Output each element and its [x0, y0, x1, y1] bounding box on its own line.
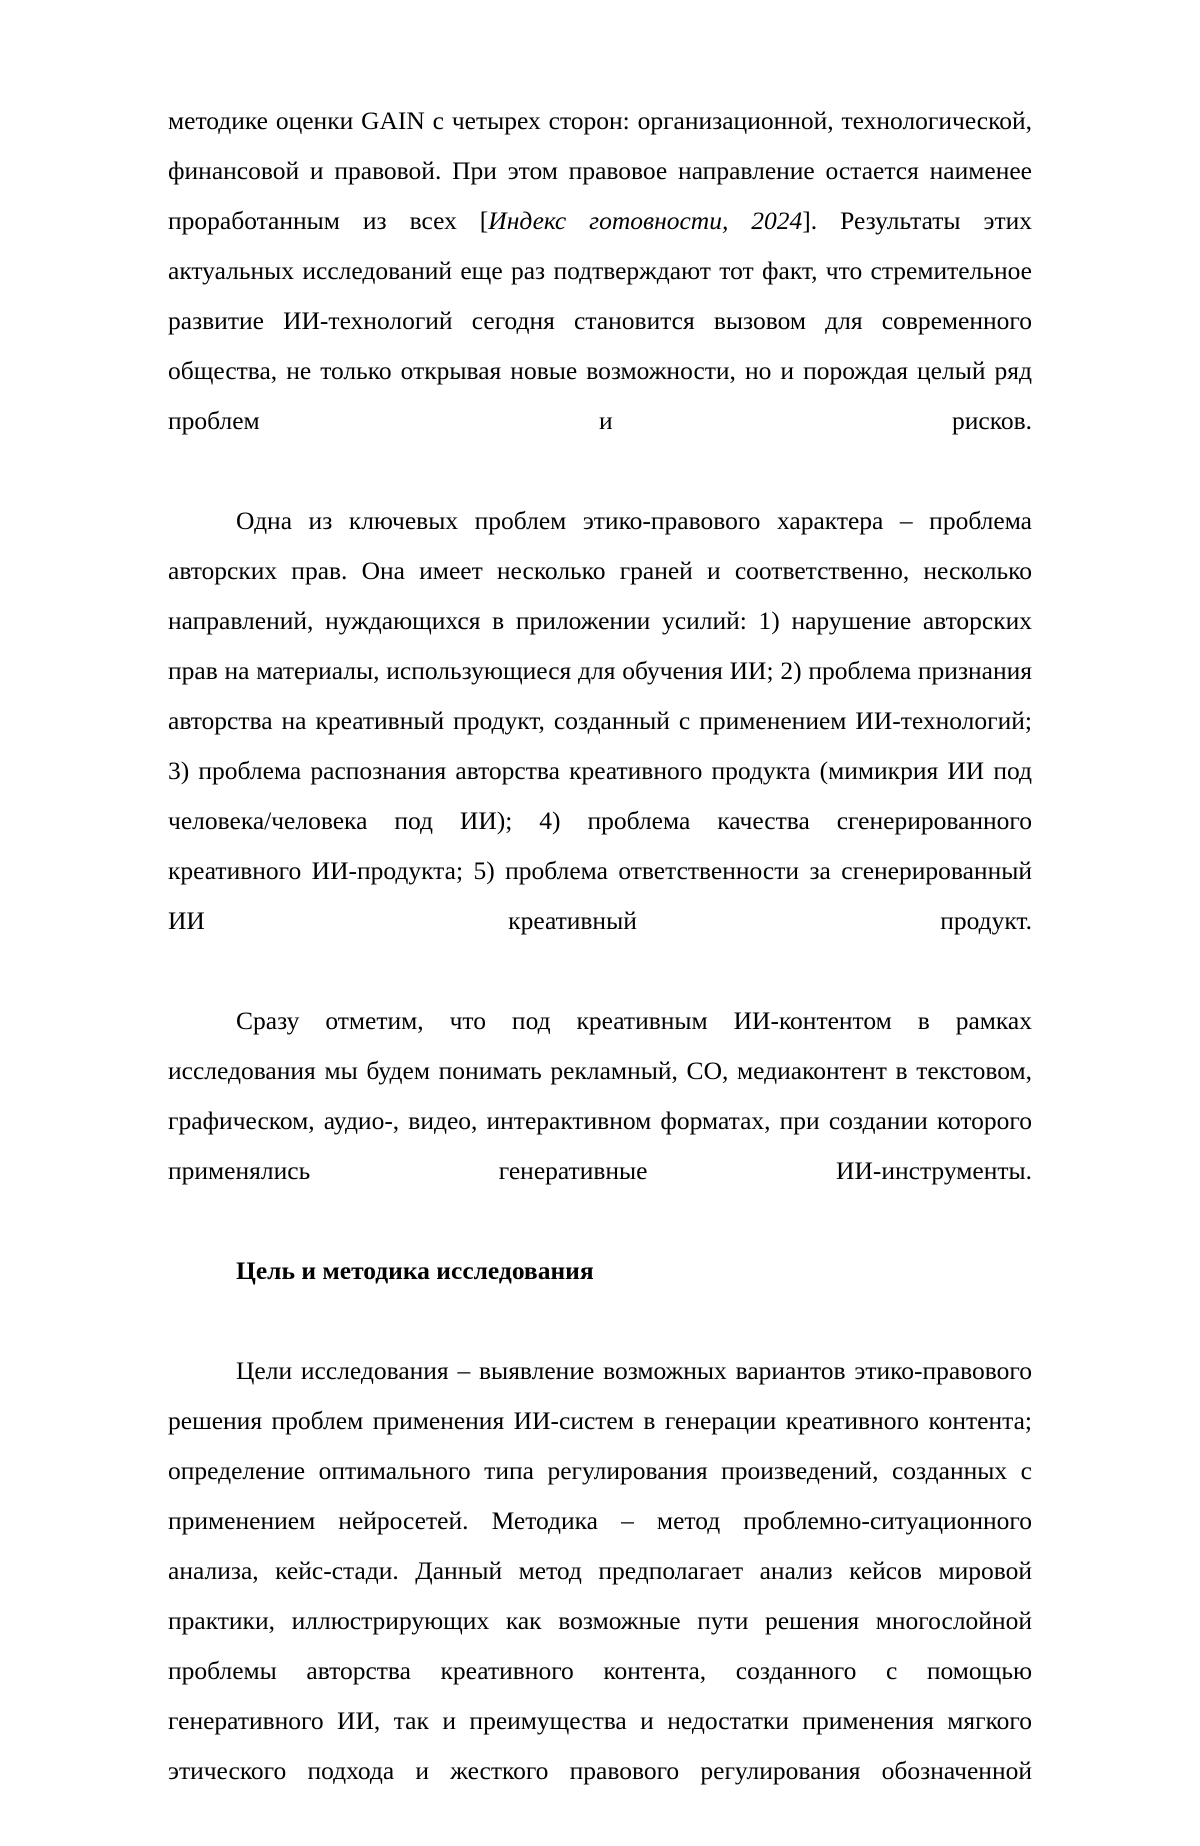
- paragraph-research-goals: Цели исследования – выявление возможных вариантов этико-правового решения проблем применения ИИ-систем в генерации креативного контента; определение оптимального типа регулирования произведений, созданных с применением нейросетей. Методика – метод проблемно-ситуационного анализа, кейс-стади. Данный метод предполагает анализ кейсов мировой практики, иллюстрирующих как возможные пути решения многослойной проблемы авторства креативного контента, созданного с помощью генеративного ИИ, так и преимущества и недостатки применения мягкого этического подхода и жесткого правового регулирования обозначенной: [168, 1356, 1032, 1785]
- document-body: [168, 96, 1032, 1846]
- section-heading-goal-and-method: Цель и методика исследования: [236, 1256, 594, 1285]
- paragraph-creative-ai-content: Сразу отметим, что под креативным ИИ-контентом в рамках исследования мы будем понимать рекламный, СО, медиаконтент в текстовом, графическом, аудио-, видео, интерактивном форматах, при создании которого применялись генеративные ИИ-инструменты.: [168, 1006, 1032, 1185]
- citation-reference: Индекс готовности, 2024: [488, 206, 803, 235]
- paragraph-continued: [168, 96, 1032, 496]
- paragraph-text-part-2: ]. Результаты этих актуальных исследований еще раз подтверждают тот факт, что стремительное развитие ИИ-технологий сегодня становится вызовом для современного общества, не только открывая новые возможности, но и порождая целый ряд проблем и рисков.: [168, 206, 1032, 435]
- paragraph-text-part-1: методике оценки GAIN с четырех сторон: организационной, технологической, финансовой и правовой. При этом правовое направление остается наименее проработанным из всех [: [168, 106, 1032, 235]
- paragraph-copyright-problems: Одна из ключевых проблем этико-правового характера – проблема авторских прав. Она имеет несколько граней и соответственно, несколько направлений, нуждающихся в приложении усилий: 1) нарушение авторских прав на материалы, использующиеся для обучения ИИ; 2) проблема признания авторства на креативный продукт, созданный с применением ИИ-технологий; 3) проблема распознания авторства креативного продукта (мимикрия ИИ под человека/человека под ИИ); 4) проблема качества сгенерированного креативного ИИ-продукта; 5) проблема ответственности за сгенерированный ИИ креативный продукт.: [168, 506, 1032, 935]
